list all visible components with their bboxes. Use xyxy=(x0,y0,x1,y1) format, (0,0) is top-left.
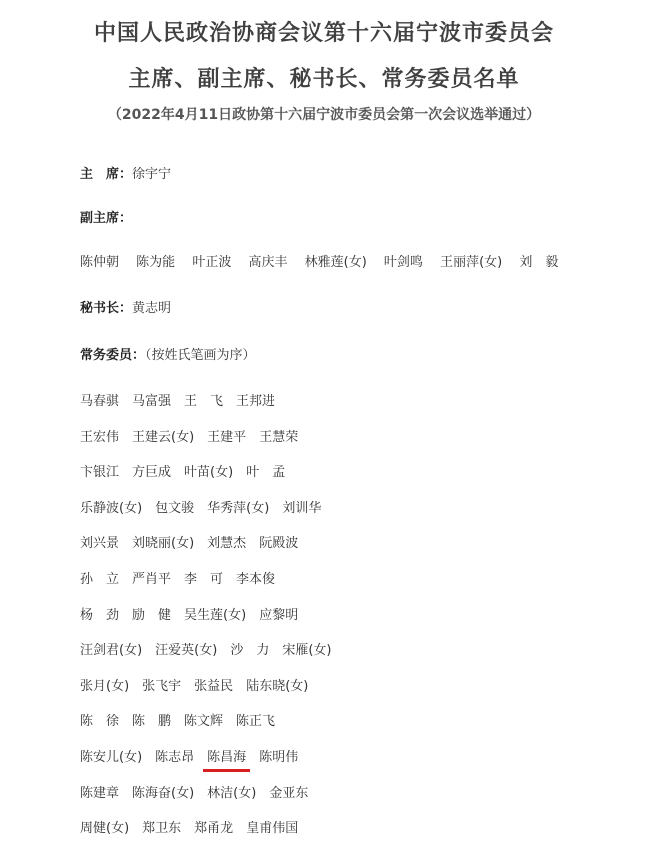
chairman-name: 徐宇宁 xyxy=(132,167,172,182)
standing-members-row xyxy=(80,461,298,480)
member-name: 华秀萍(女) xyxy=(207,501,270,516)
member-name: 宋雁(女) xyxy=(282,643,332,658)
vice-chairmen-names-row xyxy=(80,251,571,270)
member-name: 郑卫东 xyxy=(142,821,182,836)
member-name: 杨 劲 xyxy=(80,608,120,623)
vice-chairman-name: 陈仲朝 xyxy=(80,255,120,270)
member-name: 卞银江 xyxy=(80,465,120,480)
member-name: 刘训华 xyxy=(282,501,322,516)
member-name: 林洁(女) xyxy=(207,786,257,801)
member-name: 刘兴景 xyxy=(80,536,120,551)
member-name: 应黎明 xyxy=(259,608,299,623)
member-name: 陈 鹏 xyxy=(132,714,172,729)
member-name: 吴生莲(女) xyxy=(184,608,247,623)
secretary-general-row xyxy=(80,297,171,316)
member-name: 刘慧杰 xyxy=(207,536,247,551)
standing-members-row xyxy=(80,532,311,551)
member-name: 陈 徐 xyxy=(80,714,120,729)
member-name: 王邦进 xyxy=(236,394,276,409)
member-name: 阮殿波 xyxy=(259,536,299,551)
member-name: 马春骐 xyxy=(80,394,120,409)
member-name: 陈明伟 xyxy=(259,750,299,765)
member-name: 周健(女) xyxy=(80,821,130,836)
member-name: 叶 孟 xyxy=(246,465,286,480)
vice-chairman-name: 刘 毅 xyxy=(519,255,559,270)
member-name: 郑甬龙 xyxy=(194,821,234,836)
highlight-underline xyxy=(203,769,250,772)
member-name: 沙 力 xyxy=(230,643,270,658)
member-name: 汪爱英(女) xyxy=(155,643,218,658)
member-name: 王建平 xyxy=(207,430,247,445)
standing-members-row xyxy=(80,390,288,409)
member-name: 陈安儿(女) xyxy=(80,750,143,765)
vice-chairman-name: 叶剑鸣 xyxy=(383,255,423,270)
vice-chairmen-label: 副主席： xyxy=(80,211,133,226)
member-name: 叶苗(女) xyxy=(184,465,234,480)
member-name: 金亚东 xyxy=(269,786,309,801)
chairman-label: 主 席： xyxy=(80,167,133,182)
member-name: 马富强 xyxy=(132,394,172,409)
vice-chairman-name: 高庆丰 xyxy=(248,255,288,270)
member-name: 张飞宇 xyxy=(142,679,182,694)
member-name: 张月(女) xyxy=(80,679,130,694)
member-name: 王慧荣 xyxy=(259,430,299,445)
standing-members-note: （按姓氏笔画为序） xyxy=(145,348,256,363)
standing-members-label: 常务委员： xyxy=(80,348,146,363)
member-name: 皇甫伟国 xyxy=(246,821,299,836)
member-name: 陆东晓(女) xyxy=(246,679,309,694)
member-name: 王宏伟 xyxy=(80,430,120,445)
member-name: 汪剑君(女) xyxy=(80,643,143,658)
member-name: 刘晓丽(女) xyxy=(132,536,195,551)
vice-chairmen-label-row xyxy=(80,207,132,226)
member-name: 陈志昂 xyxy=(155,750,195,765)
member-name: 乐静波(女) xyxy=(80,501,143,516)
chairman-row xyxy=(80,163,171,182)
title-line-2: 主席、副主席、秘书长、常务委员名单 xyxy=(128,67,520,92)
member-name: 陈文辉 xyxy=(184,714,224,729)
standing-members-row xyxy=(80,604,311,623)
member-name: 严肖平 xyxy=(132,572,172,587)
vice-chairman-name: 陈为能 xyxy=(136,255,176,270)
standing-members-row xyxy=(80,746,311,765)
member-name: 李本俊 xyxy=(236,572,276,587)
standing-members-row xyxy=(80,568,288,587)
vice-chairman-name: 王丽萍(女) xyxy=(440,255,503,270)
member-name: 王建云(女) xyxy=(132,430,195,445)
member-name: 陈建章 xyxy=(80,786,120,801)
member-name: 陈正飞 xyxy=(236,714,276,729)
member-name: 陈昌海 xyxy=(207,750,247,765)
standing-members-row xyxy=(80,675,321,694)
standing-members-row xyxy=(80,817,311,836)
vice-chairman-name: 林雅莲(女) xyxy=(304,255,367,270)
vice-chairman-name: 叶正波 xyxy=(192,255,232,270)
member-name: 励 健 xyxy=(132,608,172,623)
member-name: 包文骏 xyxy=(155,501,195,516)
member-name: 方巨成 xyxy=(132,465,172,480)
standing-members-row xyxy=(80,426,311,445)
standing-members-row xyxy=(80,497,334,516)
standing-members-row xyxy=(80,782,321,801)
title-line-1: 中国人民政治协商会议第十六届宁波市委员会 xyxy=(93,21,554,46)
member-name: 李 可 xyxy=(184,572,224,587)
secretary-general-label: 秘书长： xyxy=(80,301,133,316)
subtitle: （2022年4月11日政协第十六届宁波市委员会第一次会议选举通过） xyxy=(107,107,541,123)
standing-members-row xyxy=(80,639,344,658)
secretary-general-name: 黄志明 xyxy=(132,301,172,316)
standing-members-row xyxy=(80,710,288,729)
member-name: 王 飞 xyxy=(184,394,224,409)
standing-members-label-row xyxy=(80,344,256,363)
member-name: 陈海奋(女) xyxy=(132,786,195,801)
member-name: 孙 立 xyxy=(80,572,120,587)
member-name: 张益民 xyxy=(194,679,234,694)
